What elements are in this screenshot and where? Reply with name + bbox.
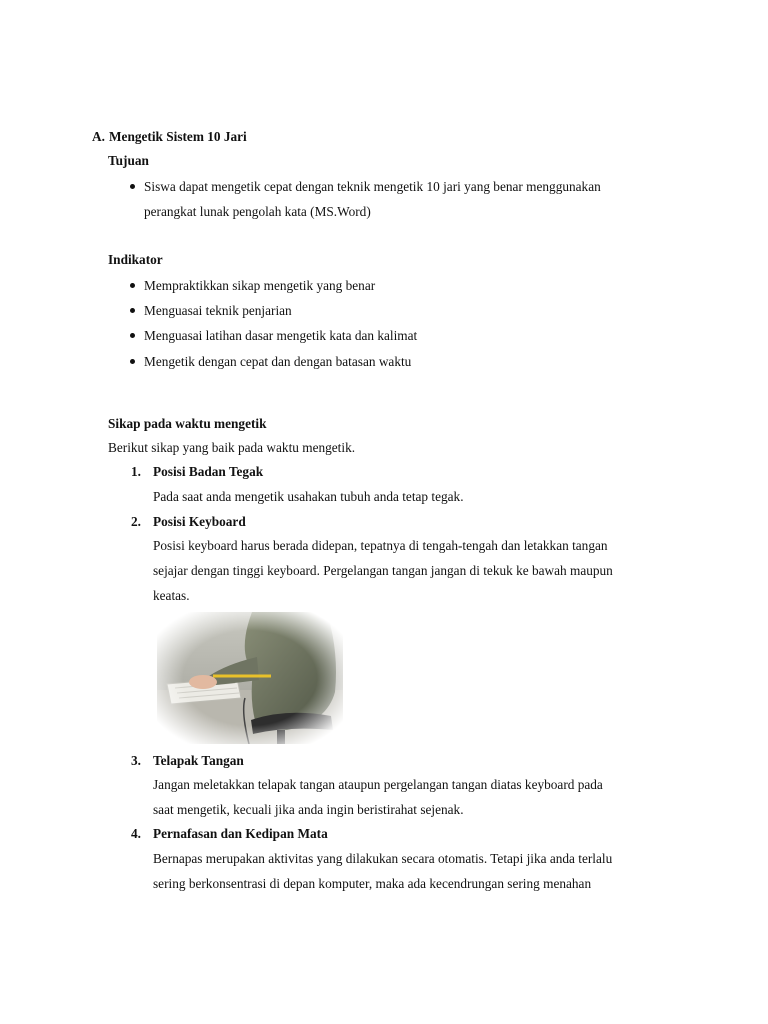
list-item-title: Pernafasan dan Kedipan Mata — [153, 826, 328, 841]
indikator-heading: Indikator — [108, 252, 163, 267]
sikap-heading: Sikap pada waktu mengetik — [108, 416, 267, 431]
list-item-text: Pada saat anda mengetik usahakan tubuh anda tetap tegak. — [153, 489, 464, 504]
list-item-number: 2. — [131, 514, 141, 529]
indikator-item: Menguasai teknik penjarian — [144, 303, 292, 318]
indikator-item: Mempraktikkan sikap mengetik yang benar — [144, 278, 376, 293]
bullet-icon — [130, 283, 135, 288]
list-item-text: Bernapas merupakan aktivitas yang dilakukan secara otomatis. Tetapi jika anda terlalu — [153, 851, 613, 866]
list-item-title: Posisi Badan Tegak — [153, 464, 264, 479]
list-item-text: keatas. — [153, 588, 190, 603]
list-item-number: 4. — [131, 826, 141, 841]
list-item-number: 3. — [131, 753, 141, 768]
tujuan-item-line1: Siswa dapat mengetik cepat dengan teknik mengetik 10 jari yang benar menggunakan — [144, 179, 601, 194]
typing-posture-photo — [157, 612, 343, 744]
tujuan-heading: Tujuan — [108, 153, 149, 168]
section-marker: A. — [92, 129, 105, 144]
bullet-icon — [130, 359, 135, 364]
sikap-intro: Berikut sikap yang baik pada waktu mengetik. — [108, 440, 356, 455]
bullet-icon — [130, 184, 135, 189]
bullet-icon — [130, 308, 135, 313]
section-title: Mengetik Sistem 10 Jari — [109, 129, 247, 144]
list-item-title: Posisi Keyboard — [153, 514, 246, 529]
list-item-text: saat mengetik, kecuali jika anda ingin beristirahat sejenak. — [153, 802, 464, 817]
typing-posture-illustration — [157, 612, 343, 744]
list-item-title: Telapak Tangan — [153, 753, 244, 768]
tujuan-item-line2: perangkat lunak pengolah kata (MS.Word) — [144, 204, 371, 219]
list-item-text: Posisi keyboard harus berada didepan, tepatnya di tengah-tengah dan letakkan tangan — [153, 538, 608, 553]
bullet-icon — [130, 333, 135, 338]
list-item-number: 1. — [131, 464, 141, 479]
list-item-text: sering berkonsentrasi di depan komputer, maka ada kecendrungan sering menahan — [153, 876, 592, 891]
indikator-item: Mengetik dengan cepat dan dengan batasan waktu — [144, 354, 412, 369]
list-item-text: Jangan meletakkan telapak tangan ataupun pergelangan tangan diatas keyboard pada — [153, 777, 603, 792]
list-item-text: sejajar dengan tinggi keyboard. Pergelangan tangan jangan di tekuk ke bawah maupun — [153, 563, 613, 578]
indikator-item: Menguasai latihan dasar mengetik kata dan kalimat — [144, 328, 418, 343]
